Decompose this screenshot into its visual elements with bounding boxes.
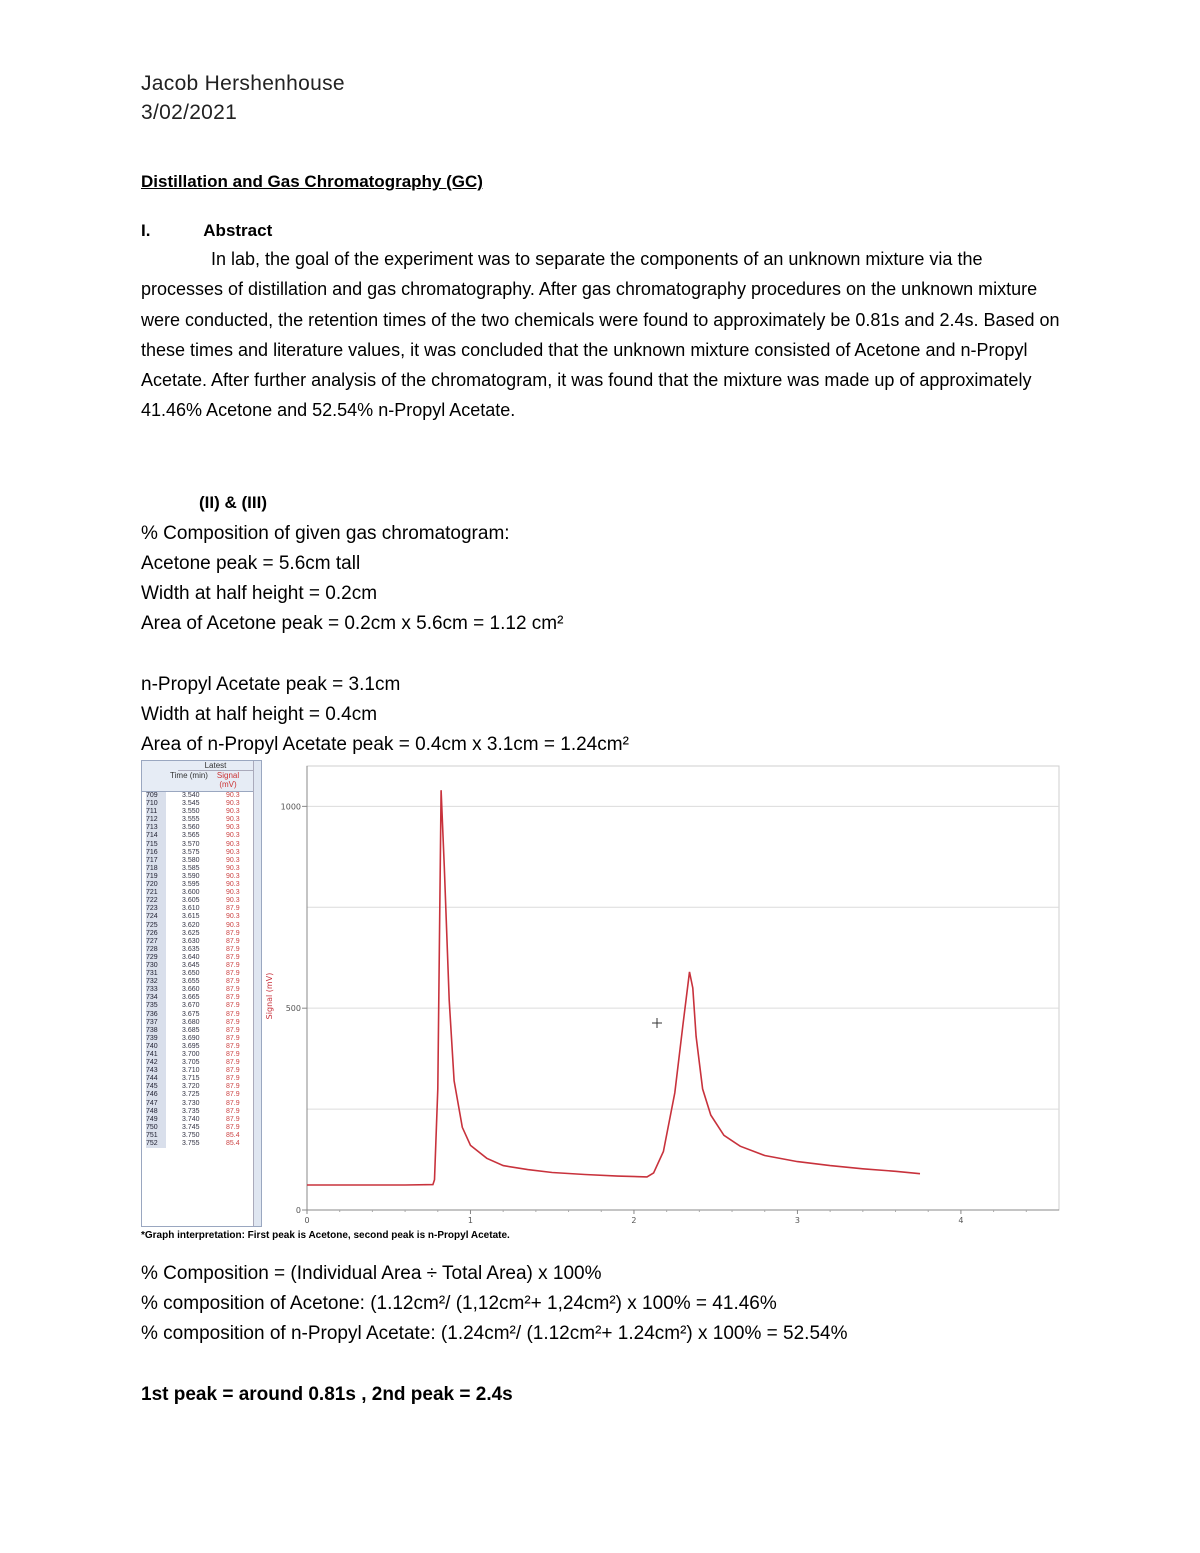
signal-cell: 87.9 [226,937,240,945]
time-cell: 3.725 [182,1091,200,1099]
table-row [142,994,261,1002]
signal-cell: 87.9 [226,1026,240,1034]
signal-cell: 90.3 [226,792,240,799]
time-cell: 3.660 [182,986,200,994]
row-index-cell: 739 [146,1035,166,1043]
time-cell: 3.690 [182,1034,200,1042]
chromatogram-chart [262,760,1060,1228]
signal-cell: 87.9 [226,994,240,1002]
table-group-header: Latest [178,761,253,771]
x-tick-label: 1 [467,1216,474,1225]
row-index-cell: 735 [146,1002,166,1010]
row-index-cell: 729 [146,954,166,962]
time-cell: 3.685 [182,1026,200,1034]
signal-cell: 87.9 [226,1034,240,1042]
table-row [142,1011,261,1019]
abstract-heading-number: I. [141,221,151,240]
time-cell: 3.755 [182,1140,200,1148]
table-row [142,946,261,954]
signal-cell: 87.9 [226,978,240,986]
row-index-cell: 730 [146,962,166,970]
table-row [142,922,261,930]
abstract-heading-label: Abstract [203,221,273,240]
signal-cell: 90.3 [226,872,240,880]
time-cell: 3.665 [182,994,200,1002]
time-cell: 3.740 [182,1115,200,1123]
table-row [142,913,261,921]
signal-cell: 90.3 [226,824,240,832]
table-row [142,873,261,881]
row-index-cell: 751 [146,1132,166,1140]
time-cell: 3.615 [182,913,200,921]
table-row [142,978,261,986]
time-cell: 3.600 [182,889,200,897]
signal-cell: 87.9 [226,1107,240,1115]
data-table [141,760,262,1227]
table-row [142,1067,261,1075]
time-cell: 3.645 [182,961,200,969]
table-row [142,1100,261,1108]
table-row [142,1059,261,1067]
time-cell: 3.625 [182,929,200,937]
document-title: Distillation and Gas Chromatography (GC) [141,172,483,191]
table-row [142,962,261,970]
composition-intro: % Composition of given gas chromatogram: [141,523,510,544]
table-row [142,905,261,913]
time-cell: 3.545 [182,800,200,808]
signal-cell: 87.9 [226,1018,240,1026]
time-cell: 3.675 [182,1010,200,1018]
signal-cell: 87.9 [226,929,240,937]
y-tick-label: 500 [285,1004,301,1014]
table-row [142,832,261,840]
time-cell: 3.630 [182,937,200,945]
row-index-cell: 732 [146,978,166,986]
signal-cell: 85.4 [226,1131,240,1139]
signal-cell: 87.9 [226,1091,240,1099]
table-row [142,954,261,962]
propyl-acetate-peak-height: n-Propyl Acetate peak = 3.1cm [141,674,401,695]
signal-cell: 87.9 [226,1010,240,1018]
graph-caption: *Graph interpretation: First peak is Acetone, second peak is n-Propyl Acetate. [141,1230,510,1241]
signal-cell: 87.9 [226,970,240,978]
signal-cell: 90.3 [226,856,240,864]
row-index-cell: 710 [146,800,166,808]
time-cell: 3.620 [182,921,200,929]
signal-cell: 87.9 [226,1002,240,1010]
y-tick-label: 0 [295,1206,301,1215]
time-cell: 3.605 [182,897,200,905]
table-row [142,1091,261,1099]
composition-formula: % Composition = (Individual Area ÷ Total Area) x 100% [141,1263,602,1284]
propyl-acetate-composition: % composition of n-Propyl Acetate: (1.24cm²/ (1.12cm²+ 1.24cm²) x 100% = 52.54% [141,1323,848,1344]
time-cell: 3.730 [182,1099,200,1107]
table-row [142,800,261,808]
row-index-cell: 745 [146,1083,166,1091]
time-cell: 3.745 [182,1123,200,1131]
document-date: 3/02/2021 [141,101,238,124]
abstract-text: In lab, the goal of the experiment was to separate the components of an unknown mixture via the processes of distillation and gas chromatography. After gas chromatography procedures on the unknown mixture were conducted, the retention times of the two chemicals were found to approximately be 0.81s and 2.4s. Based on these times and literature values, it was concluded that the unknown mixture consisted of Acetone and n-Propyl Acetate. After further analysis of the chromatogram, it was found that the mixture was made up of approximately 41.46% Acetone and 52.54% n-Propyl Acetate. [141,249,1060,421]
signal-cell: 87.9 [226,1042,240,1050]
signal-cell: 87.9 [226,1099,240,1107]
signal-cell: 87.9 [226,1067,240,1075]
row-index-cell: 726 [146,930,166,938]
row-index-cell: 742 [146,1059,166,1067]
time-cell: 3.585 [182,864,200,872]
table-row [142,808,261,816]
row-index-cell: 723 [146,905,166,913]
row-index-cell: 724 [146,913,166,921]
row-index-cell: 728 [146,946,166,954]
x-tick-label: 4 [958,1216,964,1225]
table-row [142,857,261,865]
row-index-cell: 733 [146,986,166,994]
acetone-composition: % composition of Acetone: (1.12cm²/ (1,12cm²+ 1,24cm²) x 100% = 41.46% [141,1293,777,1314]
row-index-cell: 737 [146,1019,166,1027]
row-index-cell: 744 [146,1075,166,1083]
time-cell: 3.540 [182,792,200,799]
row-index-cell: 752 [146,1140,166,1148]
time-cell: 3.635 [182,945,200,953]
table-row [142,792,261,800]
row-index-cell: 711 [146,808,166,816]
time-cell: 3.710 [182,1067,200,1075]
signal-cell: 90.3 [226,848,240,856]
row-index-cell: 734 [146,994,166,1002]
row-index-cell: 750 [146,1124,166,1132]
signal-cell: 90.3 [226,913,240,921]
y-tick-label: 1000 [280,802,301,812]
time-cell: 3.580 [182,856,200,864]
row-index-cell: 731 [146,970,166,978]
signal-cell: 87.9 [226,945,240,953]
time-cell: 3.705 [182,1059,200,1067]
signal-cell: 87.9 [226,953,240,961]
table-row [142,1140,261,1148]
table-row [142,1116,261,1124]
propyl-acetate-half-width: Width at half height = 0.4cm [141,704,378,725]
time-cell: 3.700 [182,1051,200,1058]
table-row [142,841,261,849]
time-cell: 3.555 [182,816,200,824]
table-row [142,1043,261,1051]
signal-cell: 87.9 [226,1115,240,1123]
signal-cell: 87.9 [226,986,240,994]
table-row [142,1027,261,1035]
table-row [142,897,261,905]
signal-cell: 90.3 [226,881,240,889]
time-cell: 3.570 [182,840,200,848]
time-cell: 3.720 [182,1083,200,1091]
row-index-cell: 713 [146,824,166,832]
table-row [142,1019,261,1027]
row-index-cell: 748 [146,1108,166,1116]
peaks-summary: 1st peak = around 0.81s , 2nd peak = 2.4s [141,1384,513,1405]
author-name: Jacob Hershenhouse [141,72,345,95]
time-cell: 3.670 [182,1002,200,1010]
row-index-cell: 709 [146,792,166,800]
row-index-cell: 714 [146,832,166,840]
time-cell: 3.550 [182,808,200,816]
signal-cell: 90.3 [226,921,240,929]
time-cell: 3.590 [182,872,200,880]
table-row [142,1083,261,1091]
x-tick-label: 3 [794,1216,800,1225]
table-row [142,1035,261,1043]
table-row [142,816,261,824]
time-cell: 3.650 [182,970,200,978]
signal-cell: 87.9 [226,1083,240,1091]
row-index-cell: 746 [146,1091,166,1099]
signal-cell: 90.3 [226,816,240,824]
row-index-cell: 716 [146,849,166,857]
table-scrollbar[interactable] [253,761,261,1226]
data-table-body [142,792,261,1148]
row-index-cell: 747 [146,1100,166,1108]
signal-cell: 87.9 [226,905,240,913]
data-table-header [142,761,261,792]
table-row [142,1124,261,1132]
row-index-cell: 740 [146,1043,166,1051]
row-index-cell: 719 [146,873,166,881]
row-index-cell: 712 [146,816,166,824]
row-index-cell: 722 [146,897,166,905]
time-cell: 3.560 [182,824,200,832]
signal-cell: 87.9 [226,1059,240,1067]
x-tick-label: 0 [304,1216,310,1225]
section-heading: (II) & (III) [199,493,267,512]
table-row [142,930,261,938]
acetone-half-width: Width at half height = 0.2cm [141,583,378,604]
time-cell: 3.695 [182,1042,200,1050]
time-cell: 3.750 [182,1131,200,1139]
time-cell: 3.735 [182,1107,200,1115]
table-row [142,986,261,994]
signal-cell: 90.3 [226,832,240,840]
signal-column-header: Signal (mV) [216,771,240,789]
row-index-cell: 717 [146,857,166,865]
signal-cell: 85.4 [226,1140,240,1148]
time-cell: 3.595 [182,881,200,889]
signal-cell: 87.9 [226,1123,240,1131]
signal-cell: 90.3 [226,800,240,808]
signal-cell: 90.3 [226,889,240,897]
signal-cell: 90.3 [226,864,240,872]
time-column-header: Time (min) [170,771,208,780]
time-cell: 3.610 [182,905,200,913]
row-index-cell: 743 [146,1067,166,1075]
time-cell: 3.565 [182,832,200,840]
time-cell: 3.680 [182,1018,200,1026]
y-axis-label: Signal (mV) [265,972,274,1020]
table-row [142,865,261,873]
row-index-cell: 741 [146,1051,166,1059]
table-row [142,824,261,832]
row-index-cell: 749 [146,1116,166,1124]
x-tick-label: 2 [631,1216,637,1225]
table-row [142,1108,261,1116]
abstract-paragraph [141,244,1061,426]
signal-cell: 87.9 [226,1051,240,1058]
row-index-cell: 720 [146,881,166,889]
table-row [142,1132,261,1140]
signal-cell: 90.3 [226,840,240,848]
signal-cell: 87.9 [226,1075,240,1083]
table-row [142,1075,261,1083]
table-row [142,849,261,857]
table-row [142,881,261,889]
row-index-cell: 725 [146,922,166,930]
propyl-acetate-area: Area of n-Propyl Acetate peak = 0.4cm x 3.1cm = 1.24cm² [141,734,629,755]
abstract-heading [141,219,272,243]
table-row [142,1002,261,1010]
row-index-cell: 715 [146,841,166,849]
signal-cell: 90.3 [226,897,240,905]
table-row [142,1051,261,1059]
signal-cell: 90.3 [226,808,240,816]
time-cell: 3.715 [182,1075,200,1083]
acetone-peak-height: Acetone peak = 5.6cm tall [141,553,361,574]
table-row [142,970,261,978]
table-row [142,938,261,946]
row-index-cell: 718 [146,865,166,873]
row-index-cell: 721 [146,889,166,897]
row-index-cell: 727 [146,938,166,946]
signal-cell: 87.9 [226,961,240,969]
time-cell: 3.640 [182,953,200,961]
row-index-cell: 736 [146,1011,166,1019]
time-cell: 3.655 [182,978,200,986]
time-cell: 3.575 [182,848,200,856]
acetone-area: Area of Acetone peak = 0.2cm x 5.6cm = 1.12 cm² [141,613,564,634]
table-row [142,889,261,897]
row-index-cell: 738 [146,1027,166,1035]
